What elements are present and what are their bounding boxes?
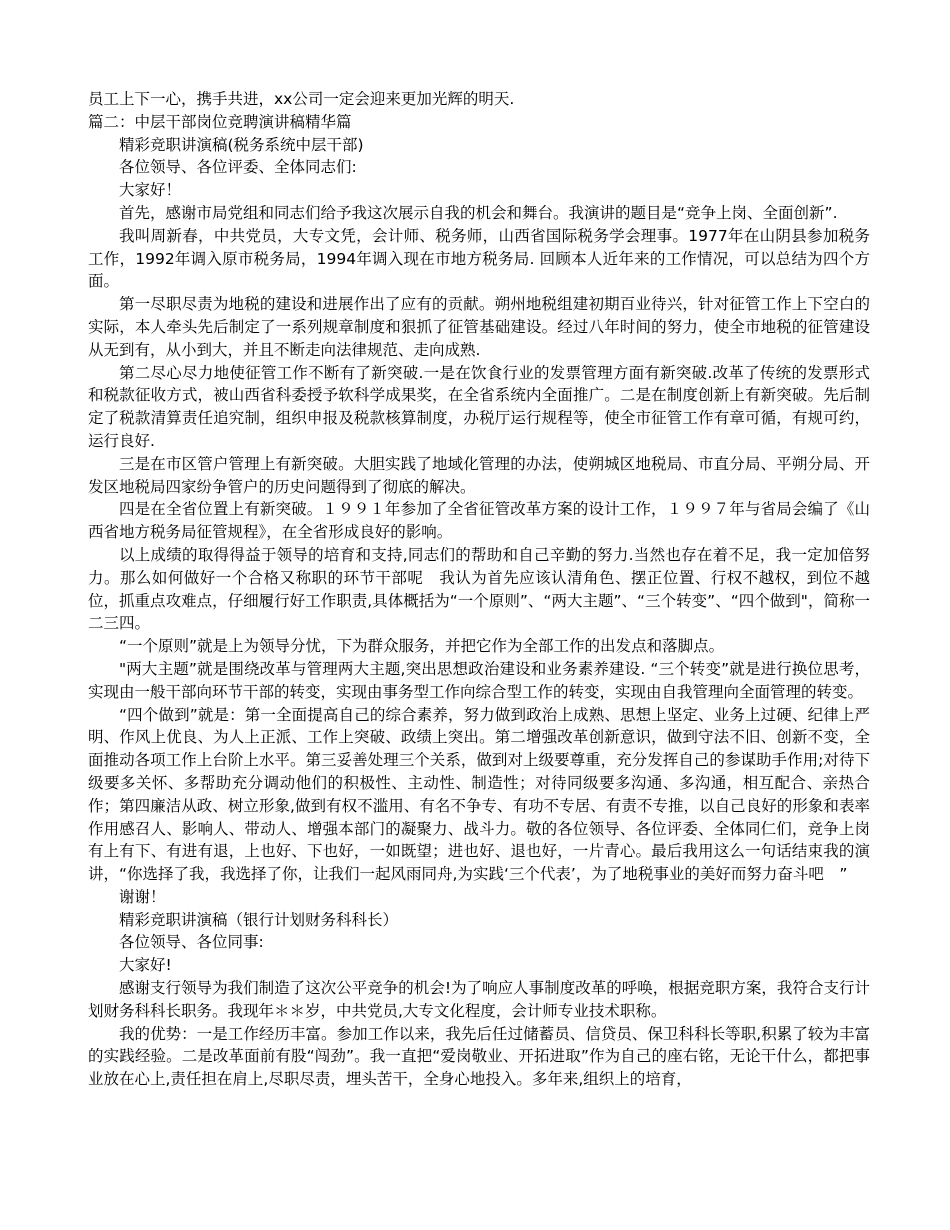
paragraph: 首先，感谢市局党组和同志们给予我这次展示自我的机会和舞台。我演讲的题目是“竞争上岗、全面创新”. (119, 203, 838, 222)
paragraph: “一个原则”就是上为领导分忧，下为群众服务，并把它作为全部工作的出发点和落脚点。 (119, 637, 725, 656)
paragraph: 第二尽心尽力地使征管工作不断有了新突破.一是在饮食行业的发票管理方面有新突破.改革了传统的发票形式和税款征收方式，被山西省科委授予软科学成果奖，在全省系统内全面推广。二是在制度创新上有新突破。先后制定了税款清算责任追究制，组织申报及税款核算制度，办税厅运行规程等，使全市征管工作有章可循，有规可约，运行良好. (88, 363, 870, 450)
paragraph: 四是在全省位置上有新突破。１９９１年参加了全省征管改革方案的设计工作，１９９７年与省局会编了《山西省地方税务局征管规程》，在全省形成良好的影响。 (88, 500, 870, 542)
paragraph-closing-line: 员工上下一心，携手共进，xx公司一定会迎来更加光辉的明天. (88, 90, 515, 108)
section-heading: 篇二：中层干部岗位竞聘演讲稿精华篇 (88, 112, 352, 131)
salutation: 各位领导、各位同事: (119, 933, 264, 952)
paragraph: “四个做到”就是：第一全面提高自己的综合素养，努力做到政治上成熟、思想上坚定、业务上过硬、纪律上严明、作风上优良、为人上正派、工作上突破、政绩上突出。第二增强改革创新意识，做到守法不旧、创新不变，全面推动各项工作上台阶上水平。第三妥善处理三个关系，做到对上级要尊重，充分发挥自己的参谋助手作用;对待下级要多关怀、多帮助充分调动他们的积极性、主动性、制造性；对待同级要多沟通、多沟通，相互配合、亲热合作；第四廉洁从政、树立形象,做到有权不滥用、有名不争专、有功不专居、有责不专推，以自己良好的形象和表率作用感召人、影响人、带动人、增强本部门的凝聚力、战斗力。敬的各位领导、各位评委、全体同仁们，竞争上岗有上有下、有进有退，上也好、下也好，一如既望；进也好、退也好，一片青心。最后我用这么一句话结束我的演讲，“你选择了我，我选择了你，让我们一起风雨同舟,为实践‘三个代表’，为了地税事业的美好而努力奋斗吧 ” (88, 705, 870, 884)
greeting: 大家好！ (119, 181, 182, 200)
paragraph: 我叫周新春，中共党员，大专文凭，会计师、税务师，山西省国际税务学会理事。1977年在山阴县参加税务工作，1992年调入原市税务局，1994年调入现在市地方税务局. 回顾本人近年来的工作情况，可以总结为四个方面。 (88, 226, 870, 291)
speech-title-tax: 精彩竞职讲演稿(税务系统中层干部) (119, 135, 364, 154)
speech-title-bank: 精彩竞职讲演稿（银行计划财务科科长） (119, 910, 399, 929)
salutation: 各位领导、各位评委、全体同志们: (119, 158, 357, 177)
paragraph: 我的优势：一是工作经历丰富。参加工作以来，我先后任过储蓄员、信贷员、保卫科科长等职,积累了较为丰富的实践经验。二是改革面前有股“闯劲”。我一直把“爱岗敬业、开拓进取”作为自己的座右铭，无论干什么，都把事业放在心上,责任担在肩上,尽职尽责，埋头苦干，全身心地投入。多年来,组织上的培育， (88, 1024, 870, 1089)
thanks-line: 谢谢！ (119, 887, 166, 906)
paragraph: 感谢支行领导为我们制造了这次公平竞争的机会!为了响应人事制度改革的呼唤，根据竞职方案，我符合支行计划财务科科长职务。我现年＊＊岁，中共党员,大专文化程度，会计师专业技术职称。 (88, 979, 870, 1020)
paragraph: "两大主题”就是围绕改革与管理两大主题,突出思想政治建设和业务素养建设. “三个转变”就是进行换位思考，实现由一般干部向环节干部的转变，实现由事务型工作向综合型工作的转变，实现由自我管理向全面管理的转变。 (88, 659, 870, 701)
greeting: 大家好! (119, 956, 172, 975)
paragraph: 三是在市区管户管理上有新突破。大胆实践了地域化管理的办法，使朔城区地税局、市直分局、平朔分局、开发区地税局四家纷争管户的历史问题得到了彻底的解决。 (88, 454, 870, 496)
paragraph: 第一尽职尽责为地税的建设和进展作出了应有的贡献。朔州地税组建初期百业待兴，针对征管工作上下空白的实际，本人牵头先后制定了一系列规章制度和狠抓了征管基础建设。经过八年时间的努力，使全市地税的征管建设从无到有，从小到大，并且不断走向法律规范、走向成熟. (88, 295, 870, 359)
paragraph: 以上成绩的取得得益于领导的培育和支持,同志们的帮助和自己辛勤的努力.当然也存在着不足，我一定加倍努力。那么如何做好一个合格又称职的环节干部呢 我认为首先应该认清角色、摆正位置、行权不越权，到位不越位，抓重点攻难点，仔细履行好工作职责,具体概括为“一个原则”、“两大主题”、“三个转变”、“四个做到"，简称一二三四。 (88, 545, 870, 633)
